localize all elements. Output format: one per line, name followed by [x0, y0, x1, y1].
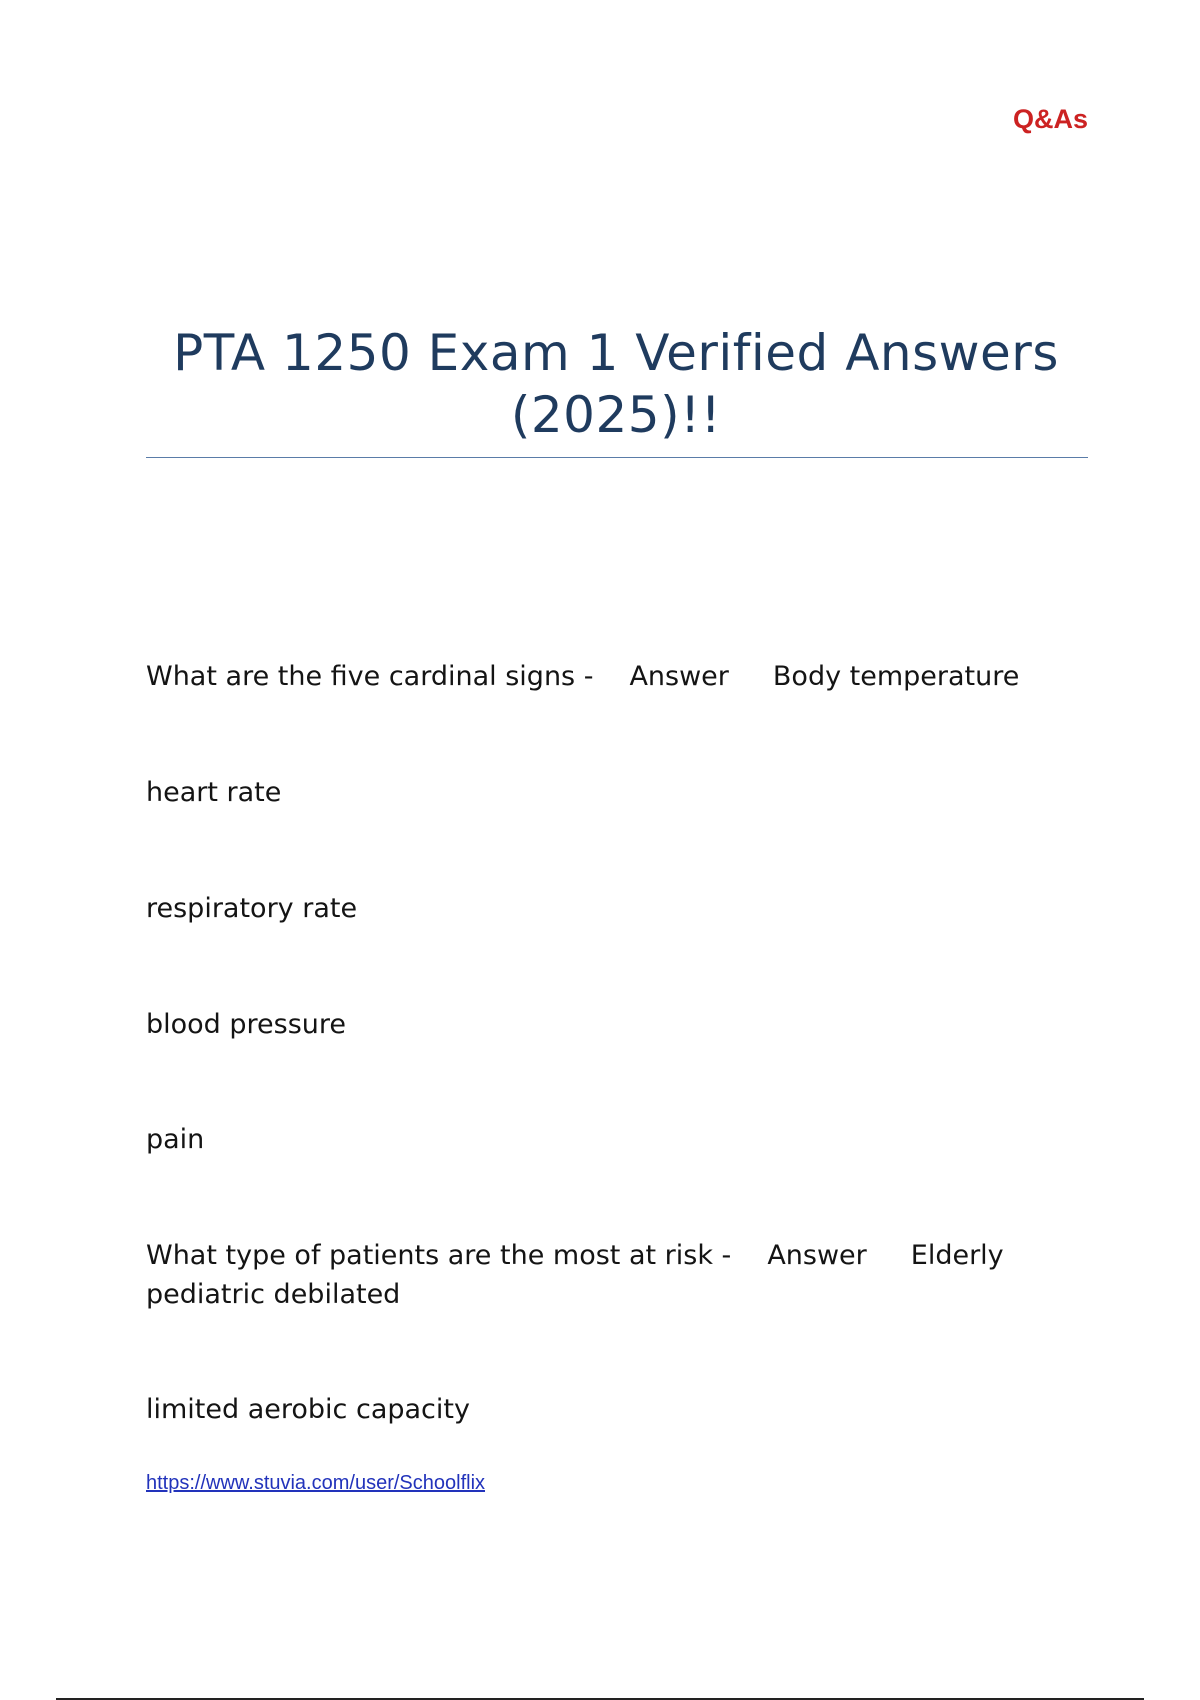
question-1-answer-first: Body temperature	[772, 661, 1020, 692]
answer-item: heart rate	[146, 777, 282, 808]
answer-item: blood pressure	[146, 1009, 347, 1040]
question-2-answer-first: Elderly	[910, 1240, 1004, 1271]
answer-item: pain	[146, 1124, 205, 1155]
qa-tag: Q&As	[1012, 104, 1088, 134]
answer-item: limited aerobic capacity	[146, 1394, 470, 1425]
question-2	[146, 1237, 1004, 1275]
question-2-text: What type of patients are the most at risk -	[146, 1240, 732, 1271]
question-2-answer-label: Answer	[767, 1240, 867, 1271]
question-1-answer-label: Answer	[629, 661, 729, 692]
title-divider	[146, 457, 1088, 458]
source-link[interactable]: https://www.stuvia.com/user/Schoolflix	[146, 1472, 486, 1494]
answer-item: pediatric debilated	[146, 1279, 401, 1310]
page-title-line-2: (2025)!!	[510, 386, 722, 444]
question-1	[146, 658, 1019, 696]
page-title	[146, 322, 1086, 446]
question-1-text: What are the five cardinal signs -	[146, 661, 594, 692]
page-title-line-1: PTA 1250 Exam 1 Verified Answers	[173, 324, 1059, 382]
answer-item: respiratory rate	[146, 893, 358, 924]
